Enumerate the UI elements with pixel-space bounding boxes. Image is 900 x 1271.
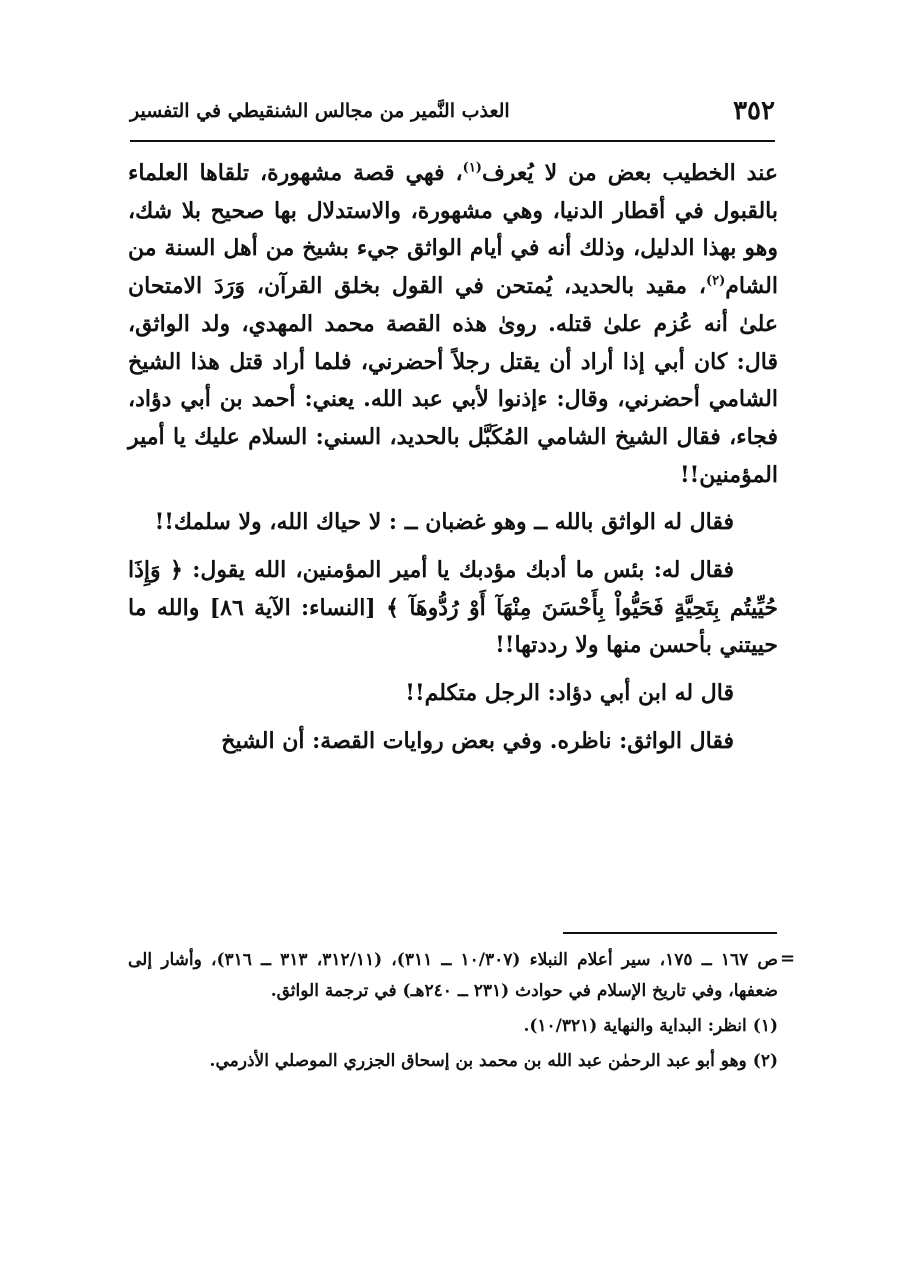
- main-text: [128, 155, 778, 771]
- paragraph-1-part-b: ، فهي قصة مشهورة، تلقاها العلماء بالقبول في أقطار الدنيا، وهي مشهورة، والاستدلال بها صحيح بلا شك، وهو بهذا الدليل، وذلك أنه في أيام الواثق جيء بشيخ من أهل السنة من الشام: [128, 160, 778, 300]
- footnote-separator: [563, 932, 777, 934]
- paragraph-3: [128, 552, 778, 665]
- continuation-mark: =: [780, 948, 796, 969]
- page-number: ٣٥٢: [733, 96, 775, 126]
- footnote-2: [128, 1046, 778, 1077]
- footnote-ref-1: (١): [462, 160, 482, 176]
- footnote-1-text: انظر: البداية والنهاية (١٠/٣٢١).: [523, 1016, 747, 1036]
- paragraph-3-part-b: [النساء: الآية ٨٦] والله ما حييتني بأحسن منها ولا رددتها!!: [128, 594, 778, 659]
- footnotes: [128, 945, 778, 1081]
- paragraph-1-part-a: عند الخطيب بعض من لا يُعرف: [481, 160, 778, 186]
- paragraph-3-part-a: فقال له: بئس ما أدبك مؤدبك يا أمير المؤمنين، الله يقول:: [192, 557, 734, 584]
- footnote-continuation: ص ١٦٧ ــ ١٧٥، سير أعلام النبلاء (١٠/٣٠٧ ــ ٣١١)، (٣١٢/١١، ٣١٣ ــ ٣١٦)، وأشار إلى ضعفها، وفي تاريخ الإسلام في حوادث (٢٣١ ــ ٢٤٠هـ) في ترجمة الواثق.: [128, 950, 778, 1001]
- paragraph-1-part-c: ، مقيد بالحديد، يُمتحن في القول بخلق القرآن، وَرَدَ الامتحان علىٰ أنه عُزم علىٰ قتله. روىٰ هذه القصة محمد المهدي، ولد الواثق، قال: كان أبي إذا أراد أن يقتل رجلاً أحضرني، فلما أراد قتل هذا الشيخ الشامي أحضرني، وقال: ءإذنوا لأبي عبد الله. يعني: أحمد بن أبي دؤاد، فجاء، فقال الشيخ الشامي المُكَبَّل بالحديد، السني: السلام عليك يا أمير المؤمنين!!: [128, 273, 778, 488]
- footnote-1: [128, 1011, 778, 1042]
- paragraph-2: فقال له الواثق بالله ــ وهو غضبان ــ : لا حياك الله، ولا سلمك!!: [154, 509, 734, 536]
- paragraph-5: فقال الواثق: ناظره. وفي بعض روايات القصة: أن الشيخ: [221, 727, 734, 754]
- footnote-2-text: وهو أبو عبد الرحمٰن عبد الله بن محمد بن إسحاق الجزري الموصلي الأذرمي.: [209, 1051, 747, 1071]
- paragraph-4: قال له ابن أبي دؤاد: الرجل متكلم!!: [405, 680, 734, 707]
- footnote-2-number: (٢): [752, 1051, 778, 1071]
- footnote-ref-2: (٢): [705, 273, 726, 289]
- footnote-1-number: (١): [752, 1016, 778, 1036]
- page-header: [130, 96, 775, 142]
- paragraph-1: [128, 155, 778, 494]
- running-title: العذب النَّمير من مجالس الشنقيطي في التفسير: [130, 100, 510, 122]
- quran-verse: ﴿ وَإِذَا حُيِّيتُم بِتَحِيَّةٍ فَحَيُّواْ بِأَحْسَنَ مِنْهَآ أَوْ رُدُّوهَآ ﴾: [128, 557, 778, 621]
